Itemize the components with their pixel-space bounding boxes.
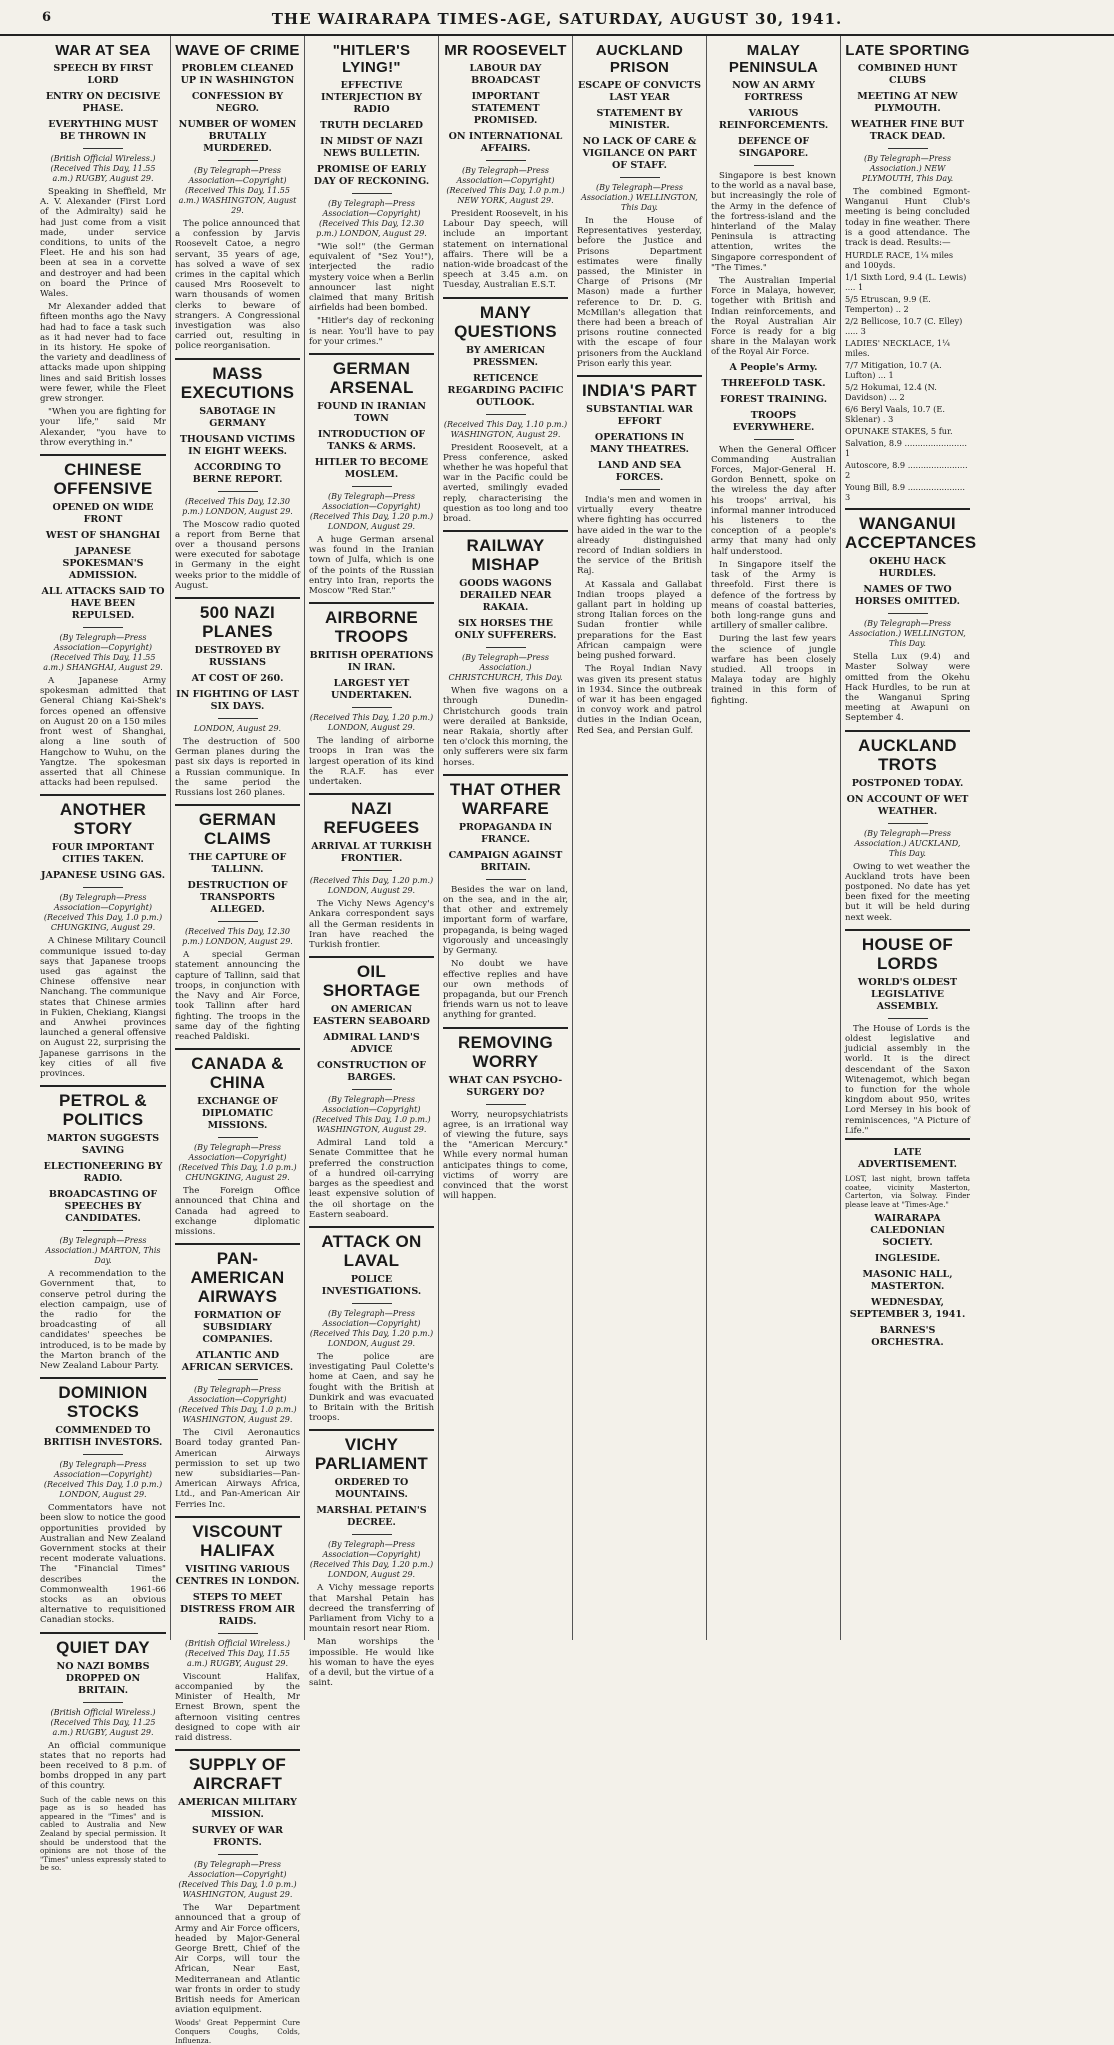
article-paragraph: A Vichy message reports that Marshal Petain has decreed the transferring of Parliament from Vichy to a mountain resort near Riom. (309, 1583, 434, 1635)
article-paragraph: Speaking in Sheffield, Mr A. V. Alexander (First Lord of the Admiralty) said he had just come from a visit made, under service conditions, to units of the Fleet. He and his son had been at sea in a corvette and destroyer and had been on board the Prince of Wales. (40, 187, 166, 300)
article-paragraph: A Japanese Army spokesman admitted that General Chiang Kai-Shek's forces opened an offensive on August 20 on a 150 miles front west of Shanghai, along a line south of Hangchow to Wuhu, on the Yangtze. The spokesman asserted that all Chinese attacks had been repulsed. (40, 676, 166, 789)
divider (218, 1137, 258, 1138)
article (845, 730, 970, 923)
divider (218, 718, 258, 719)
subheading: THREEFOLD TASK. (721, 377, 826, 389)
article (577, 375, 702, 736)
classified-heading: LATE ADVERTISEMENT. (858, 1147, 957, 1171)
article-paragraph: No doubt we have effective replies and have our own methods of propaganda, but our French friends warn us not to leave anything for granted. (443, 959, 568, 1021)
article-paragraph: The Foreign Office announced that China and Canada had agreed to exchange diplomatic missions. (175, 1186, 300, 1237)
subheading: ALL ATTACKS SAID TO HAVE BEEN REPULSED. (41, 586, 165, 622)
divider (486, 647, 526, 648)
subheading: LABOUR DAY BROADCAST (469, 63, 542, 86)
subheading: CONSTRUCTION OF BARGES. (317, 1060, 426, 1084)
headline: AIRBORNE TROOPS (309, 602, 434, 646)
article-paragraph: In Singapore itself the task of the Army is threefold. First there is defence of the fortress by means of coastal batteries, both long-range guns and artillery of smaller calibre. (711, 559, 836, 632)
column-7 (840, 36, 977, 1640)
headline: HOUSE OF LORDS (845, 929, 970, 973)
article-paragraph: A huge German arsenal was found in the Iranian town of Julfa, which is one of the points of the Russian entry into Iran, reports the Moscow "Red Star." (309, 535, 434, 597)
newspaper-title: THE WAIRARAPA TIMES-AGE, SATURDAY, AUGUST 30, 1941. (271, 10, 843, 28)
dateline: (Received This Day, 12.30 p.m.) LONDON, August 29. (182, 496, 293, 516)
subheading: SABOTAGE IN GERMANY (199, 405, 276, 429)
article-paragraph: The War Department announced that a group of Army and Air Force officers, headed by Major-General George Brett, Chief of the Air Corps, will tour the African, Near East, Mediterranean and Atlantic war fronts in order to study British needs for American aviation equipment. (175, 1903, 300, 2016)
divider (352, 1534, 392, 1535)
filler-text: Man worships the impossible. He would like his woman to have the eyes of a devil, but the virtue of a saint. (309, 1637, 434, 1689)
headline: MALAY PENINSULA (728, 42, 819, 76)
article (175, 42, 300, 352)
dateline: (By Telegraph—Press Association—Copyright) (Received This Day, 11.55 a.m.) WASHINGTON, August 29. (178, 166, 297, 215)
article (175, 1048, 300, 1237)
subheading: COMMENDED TO BRITISH INVESTORS. (43, 1425, 163, 1449)
dateline: (By Telegraph—Press Association.) WELLINGTON, This Day. (581, 183, 698, 212)
column-1 (36, 36, 170, 1873)
article-paragraph: The police are investigating Paul Colette's home at Caen, and say he fought with the British at Dunkirk and was evacuated to Britain with the British troops. (309, 1351, 434, 1424)
article (175, 804, 300, 1042)
article-paragraph: When five wagons on a through Dunedin-Christchurch goods train were derailed at Bankside, near Rakaia, shortly after ten o'clock this morning, the only sufferers were six farm horses. (443, 686, 568, 768)
article-paragraph: Stella Lux (9.4) and Master Solway were omitted from the Okehu Hack Hurdles, to be run at the Wanganui Spring meeting at Awapuni on September 4. (845, 652, 970, 724)
article-paragraph: A Chinese Military Council communique issued to-day says that Japanese troops used gas against the Chinese offensive near Nanchang. The communique states that Chinese armies in Fukien, Chekiang, Kiangsi and Anwhei provinces launched a general offensive on August 22, surprising the Japanese garrisons in the key cities of all five provinces. (40, 936, 166, 1079)
dateline: (By Telegraph—Press Association.) CHRISTCHURCH, This Day. (448, 653, 563, 683)
subheading: ACCORDING TO BERNE REPORT. (192, 461, 283, 485)
article-paragraph: Singapore is best known to the world as a naval base, but increasingly the role of the Army in the defence of the fortress-island and the hinterland of the Malay Peninsula is attracting attention, writes the Singapore correspondent of "The Times." (711, 171, 836, 273)
article (845, 508, 977, 724)
subheading: OPENED ON WIDE FRONT (52, 502, 154, 526)
headline: MASS EXECUTIONS (175, 358, 300, 402)
divider (218, 160, 258, 161)
article-paragraph: A special German statement announcing the capture of Tallinn, said that troops, in conjunction with the Navy and Air Force, took Tallinn after hard fighting. The troops in the same day of the fighting reached Paldiski. (175, 950, 300, 1042)
subheading: TROOPS EVERYWHERE. (732, 409, 815, 433)
dateline: (Received This Day, 1.20 p.m.) LONDON, August 29. (309, 713, 434, 733)
subheading: LAND AND SEA FORCES. (597, 460, 682, 484)
divider (83, 887, 123, 888)
dateline: (By Telegraph—Press Association—Copyright) (Received This Day, 1.0 p.m.) CHUNGKING, August 29. (178, 1143, 297, 1183)
subheading: EFFECTIVE INTERJECTION BY RADIO (320, 80, 423, 115)
headline: VICHY PARLIAMENT (309, 1429, 434, 1473)
subheading: BROADCASTING OF SPEECHES BY CANDIDATES. (48, 1189, 158, 1225)
article (443, 297, 568, 525)
article-paragraph: The combined Egmont-Wanganui Hunt Club's meeting is being concluded today in fine weather. There is a good attendance. The track is dead. Results:— (845, 187, 970, 249)
dateline: (Received This Day, 1.10 p.m.) WASHINGTON, August 29. (443, 419, 568, 439)
subheading: HITLER TO BECOME MOSLEM. (314, 457, 429, 481)
columns-container (36, 36, 1108, 2045)
dateline: (By Telegraph—Press Association—Copyright) (Received This Day, 1.0 p.m.) NEW YORK, August 29. (446, 166, 565, 205)
article (845, 42, 970, 502)
headline: WAR AT SEA (55, 42, 151, 59)
subheading: OPERATIONS IN MANY THEATRES. (590, 432, 689, 456)
subheading: FOUR IMPORTANT CITIES TAKEN. (51, 842, 155, 866)
subheading: TRUTH DECLARED (319, 120, 424, 131)
headline: INDIA'S PART (577, 375, 702, 400)
divider (352, 193, 392, 194)
headline: PAN-AMERICAN AIRWAYS (175, 1243, 300, 1306)
subheading: PROBLEM CLEANED UP IN WASHINGTON (180, 63, 295, 86)
headline: QUIET DAY (40, 1632, 166, 1657)
divider (218, 1379, 258, 1380)
divider (83, 1454, 123, 1455)
article-paragraph: The Moscow radio quoted a report from Berne that over a thousand persons were executed for sabotage in Germany in the eight weeks prior to the middle of August. (175, 519, 300, 591)
subheading: DEFENCE OF SINGAPORE. (737, 136, 810, 159)
classified-date: WEDNESDAY, SEPTEMBER 3, 1941. (849, 1297, 966, 1321)
subheading: SUBSTANTIAL WAR EFFORT (586, 404, 693, 428)
subheading: ADMIRAL LAND'S ADVICE (323, 1032, 420, 1056)
article-paragraph: The police announced that a confession by Jarvis Roosevelt Catoe, a negro servant, 35 years of age, has solved a wave of sex crimes in the capital which caused Mrs Roosevelt to warn thousands of women clerks to beware of strangers. A Congressional investigation was also carried out, resulting in police reorganisation. (175, 219, 300, 352)
classified-hall: MASONIC HALL, MASTERTON. (862, 1269, 953, 1293)
page-notice: Such of the cable news on this page as is so headed has appeared in the "Times" and is cabled to Australia and New Zealand by special permission. It should be understood that the opinions are not those of the "Times" unless expressly stated to be so. (40, 1794, 166, 1873)
article (711, 42, 836, 358)
article-paragraph: The Civil Aeronautics Board today granted Pan-American Airways permission to set up two new subsidiaries—Pan-American Airways Africa, Ltd., and Pan-American Air Ferries Inc. (175, 1428, 300, 1510)
article (443, 1027, 568, 1202)
subheading: IN MIDST OF NAZI NEWS BULLETIN. (320, 136, 423, 159)
headline: WAVE OF CRIME (175, 42, 300, 59)
dateline: (By Telegraph—Press Association—Copyright) (Received This Day, 12.30 p.m.) LONDON, August 29. (316, 199, 427, 238)
article (40, 794, 166, 1079)
article-paragraph: Commentators have not been slow to notice the good opportunities provided by Australian and New Zealand Government stocks at their recent moderate valuations. The "Financial Times" describes the Commonwealth 1961-66 stocks as an obvious alternative to requisitioned Canadian stocks. (40, 1503, 166, 1626)
dateline: (British Official Wireless.) (Received This Day, 11.55 a.m.) RUGBY, August 29. (50, 154, 156, 183)
advertisement: Woods' Great Peppermint Cure Conquers Coughs, Colds, Influenza. (175, 2018, 300, 2045)
subheading: JAPANESE USING GAS. (40, 870, 166, 882)
article (175, 1516, 300, 1743)
subheading: SIX HORSES THE ONLY SUFFERERS. (454, 618, 557, 642)
divider (486, 1104, 526, 1105)
article-paragraph: The Vichy News Agency's Ankara correspondent says all the German residents in Iran have reached the Turkish frontier. (309, 899, 434, 951)
subheading: GOODS WAGONS DERAILED NEAR RAKAIA. (459, 578, 552, 614)
subheading: CONFESSION BY NEGRO. (191, 91, 284, 114)
subheading: IMPORTANT STATEMENT PROMISED. (471, 91, 540, 126)
subheading: STATEMENT BY MINISTER. (596, 108, 683, 131)
divider (888, 148, 928, 149)
subheading: WEATHER FINE BUT TRACK DEAD. (850, 119, 965, 142)
divider (218, 921, 258, 922)
subheading: DESTROYED BY RUSSIANS (194, 645, 281, 669)
dateline: (By Telegraph—Press Association—Copyright) (Received This Day, 11.55 a.m.) SHANGHAI, August 29. (43, 633, 163, 673)
divider (352, 486, 392, 487)
divider (754, 439, 794, 440)
subheading: INTRODUCTION OF TANKS & ARMS. (317, 429, 426, 453)
divider (620, 177, 660, 178)
article (309, 353, 434, 596)
article-paragraph: The destruction of 500 German planes during the past six days is reported in a Russian communique. In the same period the Russians lost 260 planes. (175, 737, 300, 799)
divider (83, 148, 123, 149)
dateline: (By Telegraph—Press Association—Copyright) (Received This Day, 1.0 p.m.) WASHINGTON, August 29. (178, 1385, 297, 1425)
dateline: (British Official Wireless.) (Received This Day, 11.25 a.m.) RUGBY, August 29. (50, 1707, 156, 1737)
race-result-line: 1/1 Sixth Lord, 9.4 (L. Lewis) .... 1 (845, 272, 967, 293)
subheading: THE CAPTURE OF TALLINN. (188, 852, 287, 876)
subheading: ARRIVAL AT TURKISH FRONTIER. (311, 841, 432, 865)
dateline: (By Telegraph—Press Association.) AUCKLAND, This Day. (854, 828, 961, 858)
subheading: NO LACK OF CARE & VIGILANCE ON PART OF STAFF. (582, 136, 697, 171)
article (577, 42, 702, 369)
article-paragraph: The Australian Imperial Force in Malaya, however, together with British and Indian reinforcements, and the Royal Australian Air Force is ready for a big share in the Malayan work of the Royal Air Force. (711, 276, 836, 358)
subheading: NOW AN ARMY FORTRESS (732, 80, 815, 103)
article-paragraph: President Roosevelt, in his Labour Day speech, will include an important statement on international affairs. There will be a nation-wide broadcast of the speech at 3.45 a.m. on Tuesday, Australian E.S.T. (443, 209, 568, 291)
article-paragraph: At Kassala and Gallabat Indian troops played a gallant part in holding up strong Italian forces on the Sudan frontier while preparations for the East African campaign were being pushed forward. (577, 579, 702, 662)
headline: CHINESE OFFENSIVE (40, 454, 166, 498)
article (309, 1429, 434, 1634)
article (309, 1226, 434, 1423)
article (40, 1377, 166, 1625)
article (711, 362, 836, 706)
headline: RAILWAY MISHAP (443, 530, 568, 574)
divider (218, 1633, 258, 1634)
headline: DOMINION STOCKS (40, 1377, 166, 1421)
classified-orchestra: BARNES'S ORCHESTRA. (871, 1325, 944, 1349)
headline: OIL SHORTAGE (309, 956, 434, 1000)
article-paragraph: Viscount Halifax, accompanied by the Minister of Health, Mr Ernest Brown, spent the afternoon visiting centres designed to cope with air raid distress. (175, 1671, 300, 1743)
headline: 500 NAZI PLANES (175, 597, 300, 641)
divider (888, 613, 928, 614)
headline: GERMAN ARSENAL (309, 353, 434, 397)
dateline: (By Telegraph—Press Association—Copyright) (Received This Day, 1.0 p.m.) WASHINGTON, August 29. (312, 1095, 431, 1135)
subheading: WHAT CAN PSYCHO-SURGERY DO? (448, 1074, 563, 1098)
subheading: ENTRY ON DECISIVE PHASE. (45, 91, 161, 114)
subheading: EVERYTHING MUST BE THROWN IN (48, 119, 158, 142)
article-paragraph: When the General Officer Commanding Australian Forces, Major-General H. Gordon Bennett, spoke on the wireless the day after his troops' arrival, his informal manner introduced his listeners to the conception of a people's army that many had only half understood. (711, 444, 836, 557)
subheading: OKEHU HACK HURDLES. (869, 556, 946, 580)
subheading: VISITING VARIOUS CENTRES IN LONDON. (175, 1563, 300, 1587)
divider (486, 879, 526, 880)
subheading: AT COST OF 260. (191, 673, 284, 685)
subheading: AMERICAN MILITARY MISSION. (178, 1797, 297, 1821)
dateline: (By Telegraph—Press Association—Copyright) (Received This Day, 1.0 p.m.) CHUNGKING, August 29. (43, 893, 163, 933)
column-4 (438, 36, 572, 1640)
race-result-line: 5/2 Hokumai, 12.4 (N. Davidson) ... 2 (845, 382, 937, 403)
headline: THAT OTHER WARFARE (443, 774, 568, 818)
divider (754, 165, 794, 166)
dateline: LONDON, August 29. (193, 724, 282, 734)
divider (83, 1702, 123, 1703)
article (175, 597, 300, 798)
headline: MR ROOSEVELT (444, 42, 567, 59)
subheading: BRITISH OPERATIONS IN IRAN. (309, 650, 434, 674)
race-result-line: 2/2 Bellicose, 10.7 (C. Elley) ..... 3 (845, 316, 963, 337)
subheading: FOREST TRAINING. (719, 393, 828, 405)
headline: MANY QUESTIONS (443, 297, 568, 341)
subheading: WEST OF SHANGHAI (45, 530, 161, 542)
divider (888, 823, 928, 824)
divider (352, 1089, 392, 1090)
subheading: NUMBER OF WOMEN BRUTALLY MURDERED. (178, 119, 297, 154)
race-result-line: Salvation, 8.9 ........................ 1 (845, 438, 968, 459)
article-paragraph: The House of Lords is the oldest legislative and judicial assembly in the world. It is the direct descendant of the Saxon Witenagemot, which began to function for the whole kingdom about 950, writes Lord Mersey in his book of reminiscences, "A Picture of Life." (845, 1023, 970, 1136)
subheading: STEPS TO MEET DISTRESS FROM AIR RAIDS. (179, 1591, 296, 1627)
dateline: (By Telegraph—Press Association—Copyright) (Received This Day, 1.20 p.m.) LONDON, August 29. (309, 1540, 434, 1580)
article (309, 42, 434, 347)
subheading: IN FIGHTING OF LAST SIX DAYS. (176, 689, 299, 713)
article-paragraph: The landing of airborne troops in Iran was the largest operation of its kind the R.A.F. has ever undertaken. (309, 736, 434, 788)
dateline: (By Telegraph—Press Association.) MARTON, This Day. (45, 1236, 161, 1266)
article-paragraph: Worry, neuropsychiatrists agree, is an irrational way of viewing the future, says the "American Mercury." While every normal human anticipates things to come, victims of worry are convinced that the worst will happen. (443, 1109, 568, 1202)
headline: LATE SPORTING (845, 42, 970, 59)
headline: AUCKLAND TROTS (845, 730, 970, 774)
subheading: DESTRUCTION OF TRANSPORTS ALLEGED. (187, 880, 288, 916)
classified-lost: LOST, last night, brown taffeta coatee, vicinity Masterton, Carterton, via Solway. Finder please leave at "Times-Age." (845, 1174, 970, 1209)
article (309, 602, 434, 787)
subheading: SURVEY OF WAR FRONTS. (191, 1825, 284, 1849)
subheading: NO NAZI BOMBS DROPPED ON BRITAIN. (56, 1660, 150, 1696)
masthead (0, 0, 1114, 36)
article-paragraph: In the House of Representatives yesterday, before the Justice and Prisons Department estimates were finally passed, the Minister in Charge of Prisons (Mr Mason) made a further reference to Dr. D. G. McMillan's allegation that there had been a breach of prisons routine connected with the escape of four prisoners from the Auckland Prison early this year. (577, 216, 702, 369)
subheading: POSTPONED TODAY. (851, 777, 964, 789)
divider (352, 1303, 392, 1304)
dateline: (By Telegraph—Press Association—Copyright) (Received This Day, 1.20 p.m.) LONDON, August 29. (309, 492, 434, 532)
headline: GERMAN CLAIMS (175, 804, 300, 848)
article (175, 1749, 300, 2015)
subheading: PROPAGANDA IN FRANCE. (458, 821, 553, 845)
article-paragraph: "Wie sol!" (the German equivalent of "Sez You!"), interjected the radio mystery voice when a Berlin announcer last night claimed that many British airfields had been bombed. (309, 242, 434, 314)
subheading: THOUSAND VICTIMS IN EIGHT WEEKS. (179, 433, 296, 457)
article-paragraph: Mr Alexander added that fifteen months ago the Navy had had to face a task such as it had never had to face in its history. He spoke of the variety and deadliness of attacks made upon shipping lines and said British losses were fewer, while the Fleet grew stronger. (40, 302, 166, 405)
subheading: ON INTERNATIONAL AFFAIRS. (448, 131, 563, 154)
subheading: WORLD'S OLDEST LEGISLATIVE ASSEMBLY. (857, 976, 958, 1012)
divider (486, 414, 526, 415)
headline: AUCKLAND PRISON (595, 42, 684, 76)
column-6 (706, 36, 840, 1640)
headline: ANOTHER STORY (40, 794, 166, 838)
classified-society: WAIRARAPA CALEDONIAN SOCIETY. (870, 1213, 945, 1249)
subheading: ORDERED TO MOUNTAINS. (334, 1477, 409, 1501)
late-advertisement (845, 1138, 970, 1349)
article-paragraph: An official communique states that no reports had been received to 8 p.m. of bombs dropped in any part of this country. (40, 1740, 166, 1792)
race-result-line: LADIES' NECKLACE, 1¼ miles. (845, 338, 951, 359)
subheading: LARGEST YET UNDERTAKEN. (331, 678, 412, 702)
headline: REMOVING WORRY (443, 1027, 568, 1071)
subheading: FORMATION OF SUBSIDIARY COMPANIES. (193, 1310, 282, 1346)
article-paragraph: India's men and women in virtually every theatre where fighting has occurred have aided in the war to the already distinguished record of Indian soldiers in the service of the British Raj. (577, 495, 702, 577)
column-2 (170, 36, 304, 2045)
dateline: (British Official Wireless.) (Received This Day, 11.55 a.m.) RUGBY, August 29. (184, 1638, 291, 1668)
subheading: SPEECH BY FIRST LORD (53, 63, 153, 86)
article-paragraph: "Hitler's day of reckoning is near. You'll have to pay for your crimes." (309, 316, 434, 347)
subheading: PROMISE OF EARLY DAY OF RECKONING. (313, 164, 430, 187)
subheading: ON ACCOUNT OF WET WEATHER. (846, 793, 969, 817)
subheading: POLICE INVESTIGATIONS. (321, 1273, 422, 1297)
subheading: CAMPAIGN AGAINST BRITAIN. (448, 849, 563, 873)
subheading: VARIOUS REINFORCEMENTS. (718, 108, 829, 131)
divider (83, 1230, 123, 1231)
article-paragraph: A recommendation to the Government that, to conserve petrol during the election campaign, use of the radio for the broadcasting of all candidates' speeches be introduced, is to be made by the Marton branch of the New Zealand Labour Party. (40, 1269, 166, 1371)
subheading: RETICENCE REGARDING PACIFIC OUTLOOK. (447, 372, 564, 408)
race-result-line: HURDLE RACE, 1¼ miles and 100yds. (845, 250, 954, 271)
article-paragraph: "When you are fighting for your life," said Mr Alexander, "you have to throw everything in." (40, 407, 166, 448)
race-result-line: Young Bill, 8.9 ...................... 3 (845, 482, 965, 503)
dateline: (By Telegraph—Press Association—Copyright) (Received This Day, 1.0 p.m.) WASHINGTON, August 29. (178, 1860, 297, 1900)
article-paragraph: Owing to wet weather the Auckland trots have been postponed. No date has yet been fixed for the meeting but it will be held during next week. (845, 861, 970, 923)
divider (83, 627, 123, 628)
article-paragraph: Admiral Land told a Senate Committee that he preferred the construction of a hundred oil-carrying barges as the speediest and least expensive solution of the oil shortage on the Eastern seaboard. (309, 1138, 434, 1220)
article (309, 956, 434, 1220)
dateline: (Received This Day, 1.20 p.m.) LONDON, August 29. (309, 876, 434, 896)
headline: "HITLER'S LYING!" (332, 42, 411, 76)
article-paragraph: The Royal Indian Navy was given its present status in 1934. Since the outbreak of war it has been engaged in convoy work and patrol duties in the Indian Ocean, Red Sea, and Persian Gulf. (577, 664, 702, 736)
subheading: ON AMERICAN EASTERN SEABOARD (312, 1004, 431, 1028)
dateline: (By Telegraph—Press Association—Copyright) (Received This Day, 1.0 p.m.) LONDON, August 29. (43, 1460, 163, 1500)
dateline: (By Telegraph—Press Association.) NEW PLYMOUTH, This Day. (861, 154, 954, 183)
article (443, 530, 568, 768)
subheading: ELECTIONEERING BY RADIO. (43, 1161, 163, 1185)
divider (218, 491, 258, 492)
subheading: ESCAPE OF CONVICTS LAST YEAR (578, 80, 701, 103)
race-result-line: Autoscore, 8.9 ....................... 2 (845, 460, 968, 481)
classified-ingleside: INGLESIDE. (874, 1253, 941, 1265)
race-result-line: 6/6 Beryl Vaals, 10.7 (E. Sklenar) . 3 (845, 404, 945, 425)
headline: VISCOUNT HALIFAX (175, 1516, 300, 1560)
subheading: JAPANESE SPOKESMAN'S ADMISSION. (62, 546, 144, 582)
article (443, 42, 568, 291)
headline: CANADA & CHINA (175, 1048, 300, 1092)
page-number: 6 (42, 10, 52, 25)
subheading: ATLANTIC AND AFRICAN SERVICES. (181, 1350, 294, 1374)
dateline: (By Telegraph—Press Association.) WELLINGTON, This Day. (849, 619, 966, 649)
article (175, 358, 300, 591)
divider (352, 870, 392, 871)
article (40, 1632, 166, 1792)
headline: ATTACK ON LAVAL (309, 1226, 434, 1270)
article-paragraph: During the last few years the science of jungle warfare has been closely studied. All troops in Malaya today are highly trained in this form of fighting. (711, 634, 836, 706)
article (40, 42, 166, 448)
subheading: A People's Army. (729, 361, 818, 373)
article (175, 1243, 300, 1510)
race-result-line: 7/7 Mitigation, 10.7 (A. Lufton) ... 1 (845, 360, 942, 381)
subheading: BY AMERICAN PRESSMEN. (465, 344, 546, 368)
race-result-line: 5/5 Etruscan, 9.9 (E. Temperton) .. 2 (845, 294, 931, 315)
subheading: MARTON SUGGESTS SAVING (46, 1133, 160, 1157)
subheading: NAMES OF TWO HORSES OMITTED. (855, 584, 960, 608)
headline: WANGANUI ACCEPTANCES (845, 508, 970, 552)
divider (218, 1854, 258, 1855)
divider (486, 160, 526, 161)
article-paragraph: President Roosevelt, at a Press conference, asked whether he was hopeful that war in the Pacific could be averted, smilingly evaded reply, characterising the question as too long and too broad. (443, 442, 568, 525)
column-3 (304, 36, 438, 1689)
subheading: EXCHANGE OF DIPLOMATIC MISSIONS. (197, 1096, 278, 1132)
article (40, 454, 166, 788)
headline: PETROL & POLITICS (40, 1085, 166, 1129)
race-result-line: OPUNAKE STAKES, 5 fur. (845, 426, 953, 437)
article (443, 774, 568, 1021)
article (845, 929, 970, 1136)
subheading: MEETING AT NEW PLYMOUTH. (857, 91, 958, 114)
article (309, 793, 434, 950)
article (40, 1085, 166, 1371)
subheading: COMBINED HUNT CLUBS (857, 63, 958, 86)
dateline: (By Telegraph—Press Association—Copyright) (Received This Day, 1.20 p.m.) LONDON, August 29. (309, 1308, 434, 1348)
divider (352, 707, 392, 708)
subheading: MARSHAL PETAIN'S DECREE. (316, 1505, 427, 1529)
column-5 (572, 36, 706, 1640)
dateline: (Received This Day, 12.30 p.m.) LONDON, August 29. (182, 927, 293, 947)
subheading: FOUND IN IRANIAN TOWN (317, 401, 426, 425)
divider (620, 489, 660, 490)
article-paragraph: Besides the war on land, on the sea, and in the air, that other and extremely important form of warfare, propaganda, is being waged vigorously and unceasingly by Germany. (443, 884, 568, 957)
headline: SUPPLY OF AIRCRAFT (175, 1749, 300, 1793)
headline: NAZI REFUGEES (309, 793, 434, 837)
divider (888, 1018, 928, 1019)
